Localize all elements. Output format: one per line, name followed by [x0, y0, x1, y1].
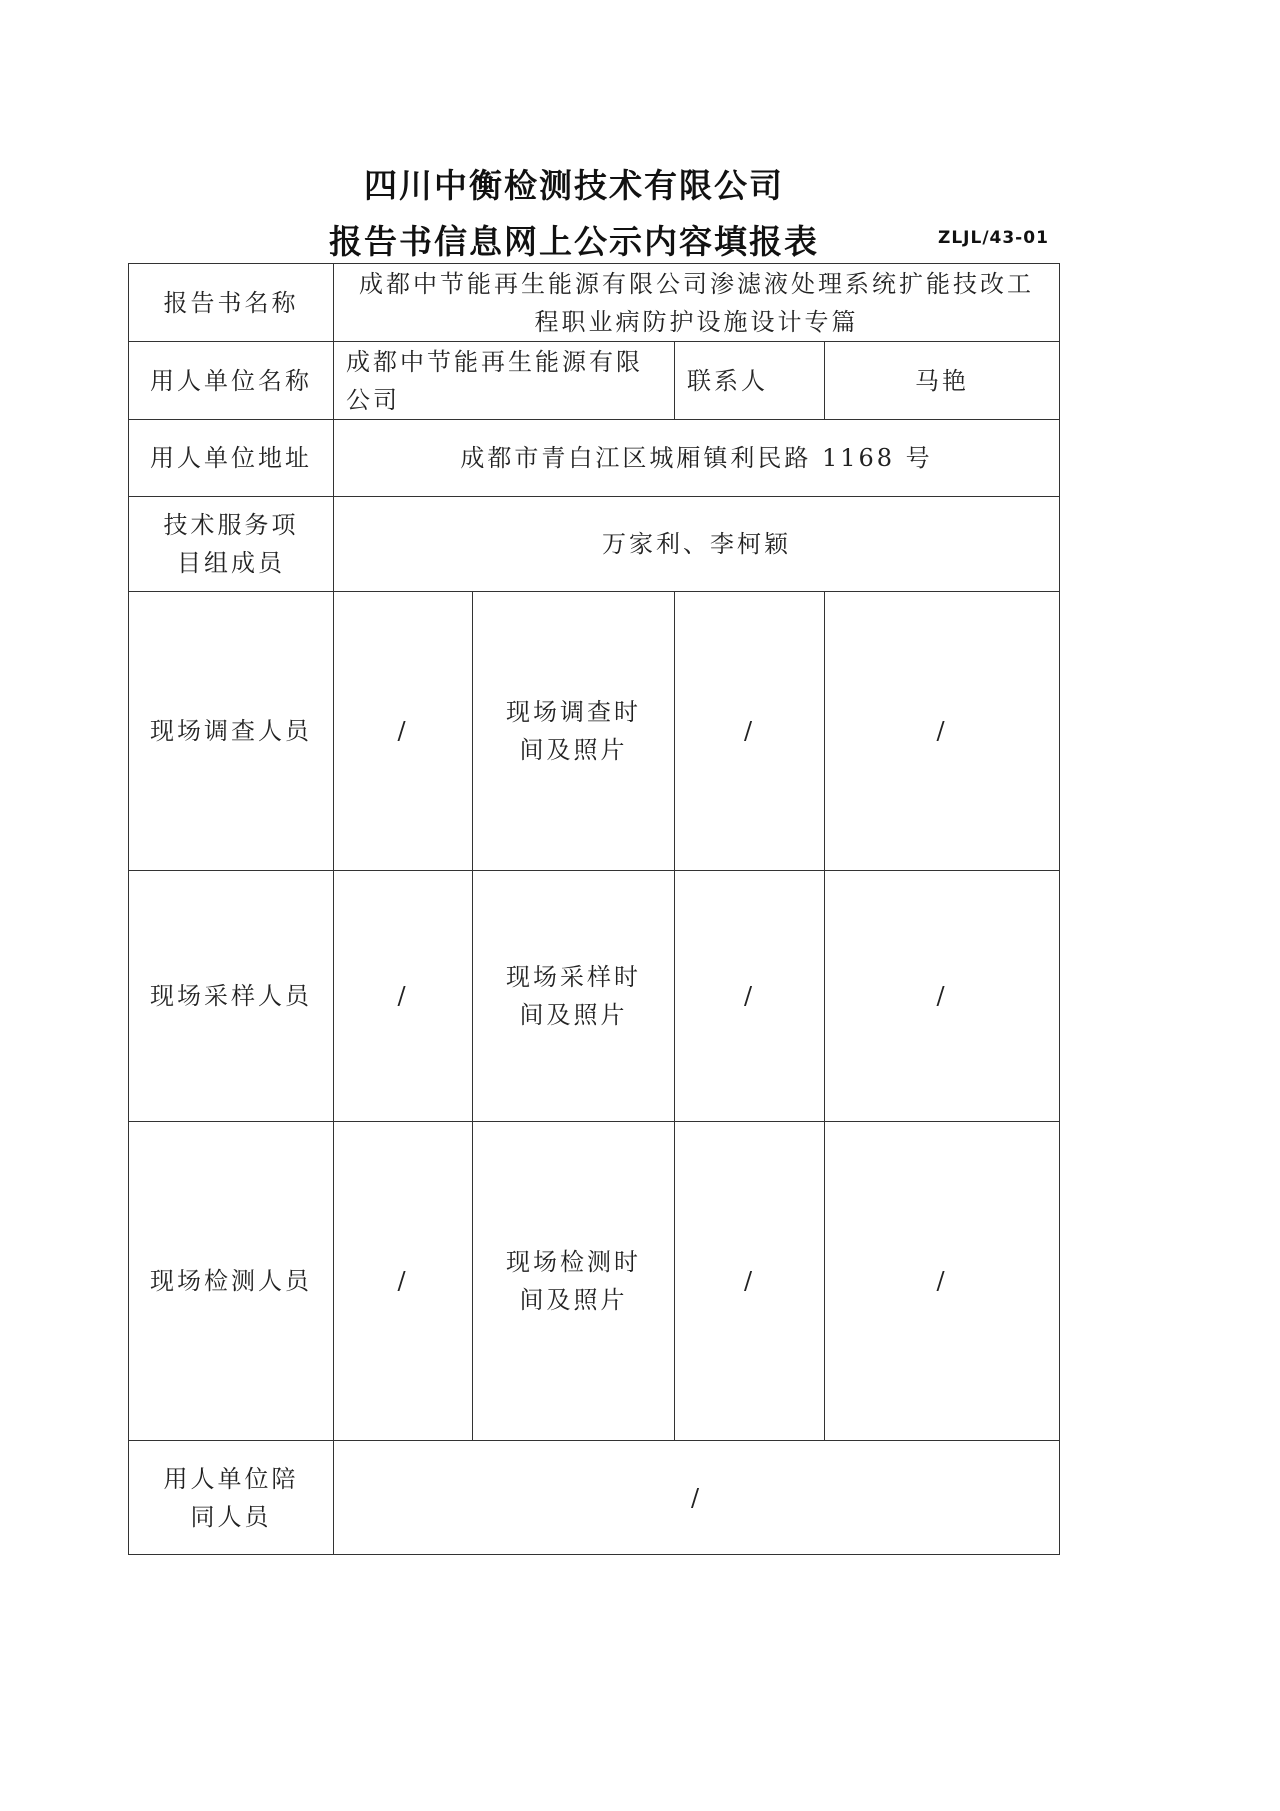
- project-members-value: 万家利、李柯颖: [334, 497, 1060, 592]
- row-site-sampling: [129, 871, 1060, 1122]
- site-testing-time-value: /: [675, 1122, 825, 1441]
- employer-name-label: 用人单位名称: [129, 342, 334, 420]
- site-survey-time-label: 现场调查时间及照片: [473, 592, 675, 871]
- project-members-label: 技术服务项目组成员: [129, 497, 334, 592]
- disclosure-form-table: [128, 263, 1060, 1555]
- site-survey-photo-value: /: [825, 592, 1060, 871]
- form-code: ZLJL/43-01: [938, 228, 1049, 248]
- contact-value: 马艳: [825, 342, 1060, 420]
- employer-address-value: 成都市青白江区城厢镇利民路 1168 号: [334, 420, 1060, 497]
- site-sampling-time-label: 现场采样时间及照片: [473, 871, 675, 1122]
- row-employer-name: [129, 342, 1060, 420]
- site-survey-value: /: [334, 592, 473, 871]
- form-title: 报告书信息网上公示内容填报表: [329, 222, 819, 261]
- site-survey-label: 现场调查人员: [129, 592, 334, 871]
- employer-name-value: 成都中节能再生能源有限公司: [334, 342, 675, 420]
- site-sampling-time-value: /: [675, 871, 825, 1122]
- contact-label: 联系人: [675, 342, 825, 420]
- site-sampling-photo-value: /: [825, 871, 1060, 1122]
- row-employer-address: [129, 420, 1060, 497]
- employer-address-label: 用人单位地址: [129, 420, 334, 497]
- site-survey-time-value: /: [675, 592, 825, 871]
- employer-escort-value: /: [334, 1441, 1060, 1555]
- report-name-label: 报告书名称: [129, 264, 334, 342]
- site-sampling-value: /: [334, 871, 473, 1122]
- company-title: 四川中衡检测技术有限公司: [364, 166, 784, 205]
- site-testing-photo-value: /: [825, 1122, 1060, 1441]
- employer-escort-label: 用人单位陪同人员: [129, 1441, 334, 1555]
- report-name-value: 成都中节能再生能源有限公司渗滤液处理系统扩能技改工程职业病防护设施设计专篇: [334, 264, 1060, 342]
- row-project-members: [129, 497, 1060, 592]
- row-report-name: [129, 264, 1060, 342]
- row-site-survey: [129, 592, 1060, 871]
- row-site-testing: [129, 1122, 1060, 1441]
- site-sampling-label: 现场采样人员: [129, 871, 334, 1122]
- site-testing-label: 现场检测人员: [129, 1122, 334, 1441]
- site-testing-value: /: [334, 1122, 473, 1441]
- site-testing-time-label: 现场检测时间及照片: [473, 1122, 675, 1441]
- row-employer-escort: [129, 1441, 1060, 1555]
